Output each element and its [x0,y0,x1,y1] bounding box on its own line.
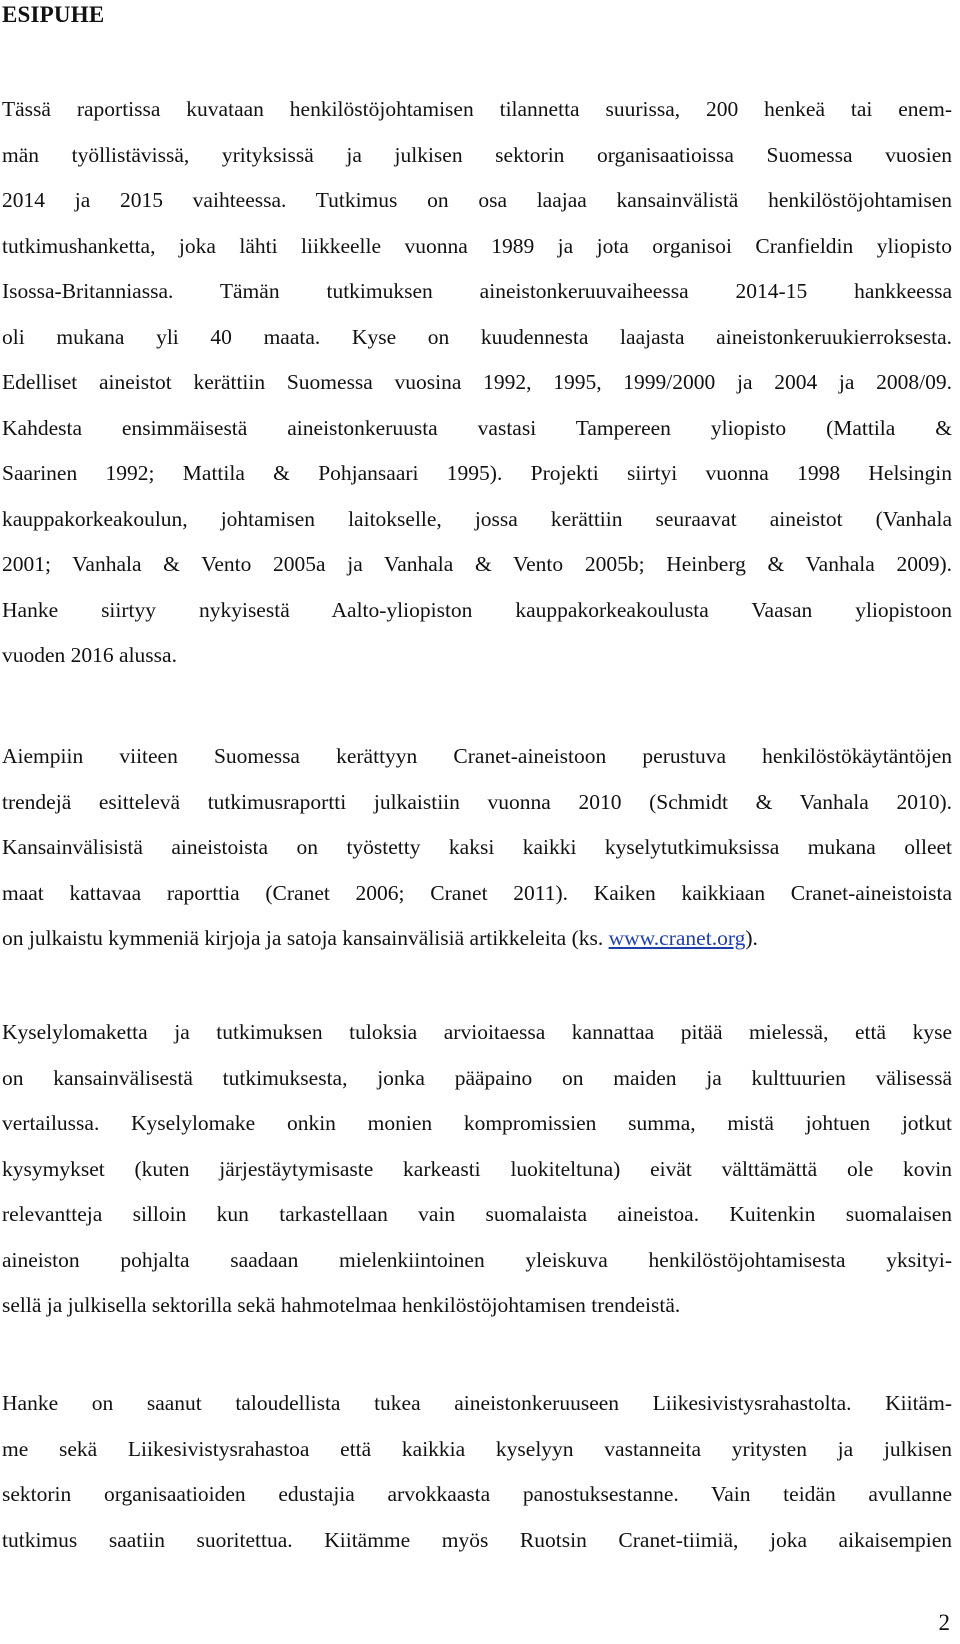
paragraph-line-text: on julkaistu kymmeniä kirjoja ja satoja kansainvälisiä artikkeleita (ks. [2,926,609,950]
paragraph-line: maat kattavaa raporttia (Cranet 2006; Cranet 2011). Kaiken kaikkiaan Cranet-aineistoista [2,880,952,905]
paragraph-line-text: ). [745,926,758,950]
paragraph-acknowledgements [2,1381,952,1563]
paragraph-line: kauppakorkeakoulun, johtamisen laitokselle, jossa kerättiin seuraavat aineistot (Vanhala [2,506,952,531]
paragraph-line: män työllistävissä, yrityksissä ja julkisen sektorin organisaatioissa Suomessa vuosien [2,142,952,167]
cranet-link[interactable]: www.cranet.org [608,926,746,950]
paragraph-line: Saarinen 1992; Mattila & Pohjansaari 1995). Projekti siirtyi vuonna 1998 Helsingin [2,461,952,485]
paragraph-line: Aiempiin viiteen Suomessa kerättyyn Cranet-aineistoon perustuva henkilöstökäytäntöjen [2,744,952,768]
paragraph-line: vertailussa. Kyselylomake onkin monien kompromissien summa, mistä johtuen jotkut [2,1111,952,1135]
paragraph-line: 2014 ja 2015 vaihteessa. Tutkimus on osa laajaa kansainvälistä henkilöstöjohtamisen [2,188,952,212]
paragraph-evaluation [2,1010,952,1329]
paragraph-line: 2001; Vanhala & Vento 2005a ja Vanhala & Vento 2005b; Heinberg & Vanhala 2009). [2,552,952,576]
paragraph-line: Kansainvälisistä aineistoista on työstetty kaksi kaikki kyselytutkimuksissa mukana olleet [2,835,952,859]
paragraph-line: Edelliset aineistot kerättiin Suomessa vuosina 1992, 1995, 1999/2000 ja 2004 ja 2008/09. [2,370,952,394]
paragraph-line: sektorin organisaatioiden edustajia arvokkaasta panostuksestanne. Vain teidän avullanne [2,1482,952,1506]
paragraph-line: vuoden 2016 alussa. [2,643,177,667]
paragraph-line: Hanke siirtyy nykyisestä Aalto-yliopiston kauppakorkeakoulusta Vaasan yliopistoon [2,597,952,622]
paragraph-line: kysymykset (kuten järjestäytymisaste karkeasti luokiteltuna) eivät välttämättä ole kovin [2,1156,952,1181]
page-heading: ESIPUHE [2,2,105,27]
paragraph-line: relevantteja silloin kun tarkastellaan vain suomalaista aineistoa. Kuitenkin suomalaisen [2,1202,952,1226]
paragraph-previous-reports [2,734,952,962]
paragraph-line: Kyselylomaketta ja tutkimuksen tuloksia arvioitaessa kannattaa pitää mielessä, että kyse [2,1020,952,1044]
page-number: 2 [938,1610,950,1635]
paragraph-line: Hanke on saanut taloudellista tukea aineistonkeruuseen Liikesivistysrahastolta. Kiitäm- [2,1391,952,1415]
paragraph-line: Kahdesta ensimmäisestä aineistonkeruusta vastasi Tampereen yliopisto (Mattila & [2,415,952,440]
paragraph-line: Isossa-Britanniassa. Tämän tutkimuksen aineistonkeruuvaiheessa 2014-15 hankkeessa [2,279,952,303]
paragraph-line: aineiston pohjalta saadaan mielenkiintoinen yleiskuva henkilöstöjohtamisesta yksityi- [2,1247,952,1272]
paragraph-line: oli mukana yli 40 maata. Kyse on kuudennesta laajasta aineistonkeruukierroksesta. [2,324,952,349]
paragraph-line: sellä ja julkisella sektorilla sekä hahmotelmaa henkilöstöjohtamisen trendeistä. [2,1293,681,1317]
paragraph-line: me sekä Liikesivistysrahastoa että kaikkia kyselyyn vastanneita yritysten ja julkisen [2,1436,952,1461]
paragraph-line: trendejä esittelevä tutkimusraportti julkaistiin vuonna 2010 (Schmidt & Vanhala 2010). [2,789,952,814]
paragraph-intro [2,87,952,679]
paragraph-line: on kansainvälisestä tutkimuksesta, jonka pääpaino on maiden ja kulttuurien välisessä [2,1065,952,1090]
paragraph-line-with-link [2,916,952,962]
paragraph-line: Tässä raportissa kuvataan henkilöstöjohtamisen tilannetta suurissa, 200 henkeä tai enem- [2,97,952,121]
paragraph-line: tutkimushanketta, joka lähti liikkeelle vuonna 1989 ja jota organisoi Cranfieldin yliopisto [2,233,952,258]
paragraph-line: tutkimus saatiin suoritettua. Kiitämme myös Ruotsin Cranet-tiimiä, joka aikaisempien [2,1527,952,1552]
